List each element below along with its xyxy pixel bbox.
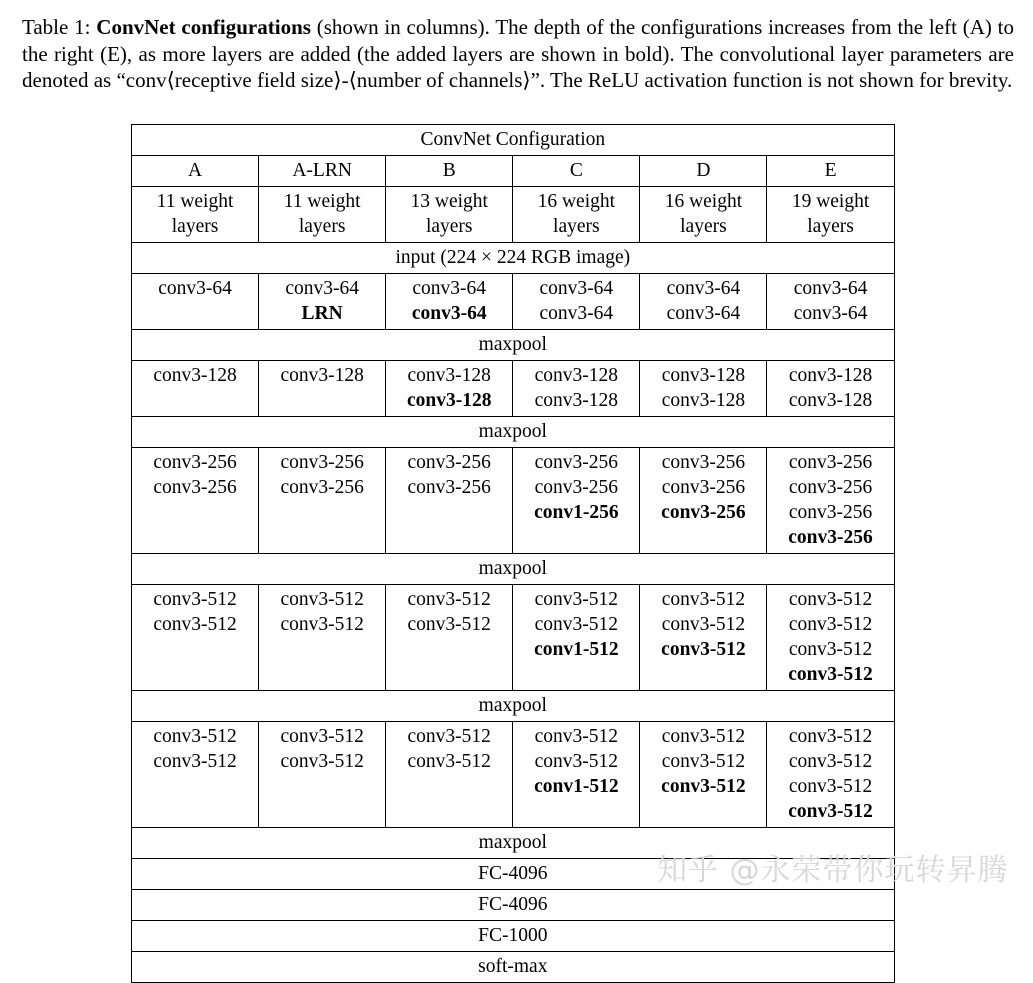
conv-block-256-cell-a-lrn bbox=[259, 448, 386, 554]
column-header-a: A bbox=[132, 156, 259, 187]
conv-block-512-a-cell-e bbox=[767, 585, 894, 691]
conv-block-256-cell-c-layer-3: conv1-256 bbox=[534, 502, 619, 523]
conv-block-256-cell-d-layer-2: conv3-256 bbox=[661, 477, 746, 498]
table-row-maxpool-5 bbox=[132, 828, 895, 859]
conv-block-64-cell-a bbox=[132, 274, 259, 330]
column-header-c: C bbox=[513, 156, 640, 187]
conv-block-64-cell-c-layer-1: conv3-64 bbox=[539, 278, 614, 299]
maxpool-label-2: maxpool bbox=[132, 417, 895, 448]
table-row-footer-2 bbox=[132, 890, 895, 921]
conv-block-512-a-cell-d bbox=[640, 585, 767, 691]
conv-block-64-cell-d bbox=[640, 274, 767, 330]
table-row-footer-1 bbox=[132, 859, 895, 890]
conv-block-512-b-cell-a-layer-2: conv3-512 bbox=[153, 751, 237, 772]
column-header-a-lrn: A-LRN bbox=[259, 156, 386, 187]
footer-label-fc-1000: FC-1000 bbox=[132, 921, 895, 952]
conv-block-512-b-cell-e-layer-1: conv3-512 bbox=[788, 726, 873, 747]
depth-c-line1: 16 weight bbox=[537, 191, 616, 212]
conv-block-512-a-cell-d-layer-1: conv3-512 bbox=[661, 589, 746, 610]
conv-block-512-b-cell-d bbox=[640, 722, 767, 828]
conv-block-512-a-cell-a-lrn-layer-1: conv3-512 bbox=[280, 589, 364, 610]
conv-block-64-cell-e-layer-1: conv3-64 bbox=[793, 278, 868, 299]
conv-block-64-cell-e bbox=[767, 274, 894, 330]
conv-block-512-b-cell-e bbox=[767, 722, 894, 828]
conv-block-512-b-cell-a-lrn-layer-1: conv3-512 bbox=[280, 726, 364, 747]
conv-block-512-a-cell-d-layer-3: conv3-512 bbox=[661, 639, 746, 660]
depth-b-line2: layers bbox=[425, 216, 473, 237]
depth-a-line1: 11 weight bbox=[156, 191, 234, 212]
conv-block-64-cell-a-lrn-layer-2: LRN bbox=[301, 303, 343, 324]
conv-block-512-b-cell-e-layer-3: conv3-512 bbox=[788, 776, 873, 797]
depth-a bbox=[132, 187, 259, 243]
conv-block-128-cell-d-layer-2: conv3-128 bbox=[661, 390, 746, 411]
table-row-maxpool-1 bbox=[132, 330, 895, 361]
conv-block-512-b-cell-c-layer-1: conv3-512 bbox=[534, 726, 619, 747]
depth-c-line2: layers bbox=[553, 216, 600, 237]
conv-block-128-cell-d-layer-1: conv3-128 bbox=[661, 365, 746, 386]
conv-block-256-cell-b-layer-2: conv3-256 bbox=[407, 477, 491, 498]
watermark: 知乎 @永荣带你玩转昇腾 bbox=[657, 853, 1009, 888]
table-row-conv-block-128 bbox=[132, 361, 895, 417]
conv-block-64-cell-d-layer-1: conv3-64 bbox=[666, 278, 741, 299]
conv-block-512-a-cell-e-layer-3: conv3-512 bbox=[788, 639, 873, 660]
conv-block-256-cell-a-lrn-layer-2: conv3-256 bbox=[280, 477, 364, 498]
table-row-conv-block-512-a bbox=[132, 585, 895, 691]
conv-block-64-cell-c-layer-2: conv3-64 bbox=[539, 303, 614, 324]
conv-block-512-a-cell-c bbox=[513, 585, 640, 691]
conv-block-512-b-cell-c-layer-3: conv1-512 bbox=[534, 776, 619, 797]
footer-label-soft-max: soft-max bbox=[132, 952, 895, 983]
conv-block-256-cell-e-layer-1: conv3-256 bbox=[788, 452, 873, 473]
table-title: ConvNet Configuration bbox=[132, 125, 895, 156]
conv-block-128-cell-c bbox=[513, 361, 640, 417]
conv-block-512-b-cell-a bbox=[132, 722, 259, 828]
conv-block-64-cell-b-layer-1: conv3-64 bbox=[412, 278, 487, 299]
conv-block-256-cell-d bbox=[640, 448, 767, 554]
conv-block-512-a-cell-d-layer-2: conv3-512 bbox=[661, 614, 746, 635]
depth-a-line2: layers bbox=[171, 216, 219, 237]
conv-block-512-b-cell-b-layer-2: conv3-512 bbox=[407, 751, 491, 772]
table-title-row bbox=[132, 125, 895, 156]
table-caption bbox=[22, 14, 1014, 94]
conv-block-512-b-cell-d-layer-1: conv3-512 bbox=[661, 726, 746, 747]
depth-c bbox=[513, 187, 640, 243]
table-row-maxpool-4 bbox=[132, 691, 895, 722]
maxpool-label-1: maxpool bbox=[132, 330, 895, 361]
conv-block-64-cell-b-layer-2: conv3-64 bbox=[411, 303, 487, 324]
conv-block-64-cell-a-lrn-layer-1: conv3-64 bbox=[285, 278, 359, 299]
depth-d-line1: 16 weight bbox=[664, 191, 743, 212]
conv-block-128-cell-b-layer-1: conv3-128 bbox=[407, 365, 491, 386]
conv-block-512-b-cell-a-layer-1: conv3-512 bbox=[153, 726, 237, 747]
conv-block-256-cell-b-layer-1: conv3-256 bbox=[407, 452, 491, 473]
conv-block-128-cell-a-layer-1: conv3-128 bbox=[153, 365, 237, 386]
table-row-maxpool-2 bbox=[132, 417, 895, 448]
conv-block-64-cell-a-lrn bbox=[259, 274, 386, 330]
maxpool-label-3: maxpool bbox=[132, 554, 895, 585]
footer-label-fc-4096: FC-4096 bbox=[132, 890, 895, 921]
conv-block-256-cell-c bbox=[513, 448, 640, 554]
conv-block-64-cell-e-layer-2: conv3-64 bbox=[793, 303, 868, 324]
conv-block-128-cell-b-layer-2: conv3-128 bbox=[406, 390, 492, 411]
conv-block-128-cell-a-lrn bbox=[259, 361, 386, 417]
conv-block-256-cell-a-layer-1: conv3-256 bbox=[153, 452, 237, 473]
table-header-row-depth bbox=[132, 187, 895, 243]
depth-e-line1: 19 weight bbox=[791, 191, 870, 212]
conv-block-512-b-cell-b bbox=[386, 722, 513, 828]
table-row-footer-3 bbox=[132, 921, 895, 952]
conv-block-512-b-cell-d-layer-3: conv3-512 bbox=[661, 776, 746, 797]
conv-block-256-cell-e-layer-4: conv3-256 bbox=[788, 527, 873, 548]
conv-block-512-b-cell-a-lrn bbox=[259, 722, 386, 828]
depth-d-line2: layers bbox=[680, 216, 727, 237]
conv-block-256-cell-b bbox=[386, 448, 513, 554]
depth-e-line2: layers bbox=[807, 216, 854, 237]
table-header-row-letters bbox=[132, 156, 895, 187]
conv-block-512-a-cell-a-lrn-layer-2: conv3-512 bbox=[280, 614, 364, 635]
conv-block-256-cell-c-layer-2: conv3-256 bbox=[534, 477, 619, 498]
footer-label-fc-4096: FC-4096 bbox=[132, 859, 895, 890]
conv-block-256-cell-d-layer-1: conv3-256 bbox=[661, 452, 746, 473]
convnet-configuration-table bbox=[131, 124, 894, 983]
conv-block-512-a-cell-a-layer-1: conv3-512 bbox=[153, 589, 237, 610]
conv-block-256-cell-d-layer-3: conv3-256 bbox=[661, 502, 746, 523]
conv-block-512-b-cell-c-layer-2: conv3-512 bbox=[534, 751, 619, 772]
maxpool-label-4: maxpool bbox=[132, 691, 895, 722]
conv-block-256-cell-a bbox=[132, 448, 259, 554]
conv-block-512-a-cell-a-layer-2: conv3-512 bbox=[153, 614, 237, 635]
table-row-conv-block-256 bbox=[132, 448, 895, 554]
caption-label: Table 1: bbox=[22, 15, 91, 39]
column-header-e: E bbox=[767, 156, 894, 187]
conv-block-128-cell-c-layer-1: conv3-128 bbox=[534, 365, 619, 386]
depth-e bbox=[767, 187, 894, 243]
conv-block-256-cell-e bbox=[767, 448, 894, 554]
conv-block-512-a-cell-e-layer-2: conv3-512 bbox=[788, 614, 873, 635]
conv-block-512-a-cell-a bbox=[132, 585, 259, 691]
conv-block-512-a-cell-c-layer-1: conv3-512 bbox=[534, 589, 619, 610]
conv-block-256-cell-a-lrn-layer-1: conv3-256 bbox=[280, 452, 364, 473]
conv-block-512-b-cell-a-lrn-layer-2: conv3-512 bbox=[280, 751, 364, 772]
conv-block-512-a-cell-b-layer-1: conv3-512 bbox=[407, 589, 491, 610]
conv-block-128-cell-b bbox=[386, 361, 513, 417]
conv-block-128-cell-a bbox=[132, 361, 259, 417]
column-header-d: D bbox=[640, 156, 767, 187]
conv-block-256-cell-e-layer-3: conv3-256 bbox=[788, 502, 873, 523]
conv-block-256-cell-c-layer-1: conv3-256 bbox=[534, 452, 619, 473]
conv-block-512-b-cell-d-layer-2: conv3-512 bbox=[661, 751, 746, 772]
depth-a-lrn bbox=[259, 187, 386, 243]
conv-block-512-b-cell-e-layer-2: conv3-512 bbox=[788, 751, 873, 772]
depth-a-lrn-line1: 11 weight bbox=[283, 191, 361, 212]
conv-block-512-b-cell-c bbox=[513, 722, 640, 828]
caption-bold-title: ConvNet configurations bbox=[96, 15, 311, 39]
input-row-label: input (224 × 224 RGB image) bbox=[132, 243, 895, 274]
conv-block-64-cell-b bbox=[386, 274, 513, 330]
conv-block-128-cell-e bbox=[767, 361, 894, 417]
conv-block-256-cell-a-layer-2: conv3-256 bbox=[153, 477, 237, 498]
table-row-conv-block-512-b bbox=[132, 722, 895, 828]
conv-block-128-cell-e-layer-2: conv3-128 bbox=[788, 390, 873, 411]
conv-block-64-cell-c bbox=[513, 274, 640, 330]
depth-a-lrn-line2: layers bbox=[298, 216, 346, 237]
conv-block-512-a-cell-e-layer-1: conv3-512 bbox=[788, 589, 873, 610]
conv-block-128-cell-e-layer-1: conv3-128 bbox=[788, 365, 873, 386]
column-header-b: B bbox=[386, 156, 513, 187]
conv-block-64-cell-d-layer-2: conv3-64 bbox=[666, 303, 741, 324]
conv-block-256-cell-e-layer-2: conv3-256 bbox=[788, 477, 873, 498]
maxpool-label-5: maxpool bbox=[132, 828, 895, 859]
conv-block-512-b-cell-b-layer-1: conv3-512 bbox=[407, 726, 491, 747]
depth-b bbox=[386, 187, 513, 243]
conv-block-512-a-cell-c-layer-2: conv3-512 bbox=[534, 614, 619, 635]
table-input-row bbox=[132, 243, 895, 274]
depth-b-line1: 13 weight bbox=[410, 191, 488, 212]
conv-block-512-a-cell-e-layer-4: conv3-512 bbox=[788, 664, 873, 685]
conv-block-128-cell-c-layer-2: conv3-128 bbox=[534, 390, 619, 411]
conv-block-128-cell-d bbox=[640, 361, 767, 417]
conv-block-512-b-cell-e-layer-4: conv3-512 bbox=[788, 801, 873, 822]
conv-block-512-a-cell-a-lrn bbox=[259, 585, 386, 691]
depth-d bbox=[640, 187, 767, 243]
caption-body: (shown in columns). The depth of the configurations increases from the left (A) to the right (E), as more layers are added (the added layers are shown in bold). The convolutional layer parameters are denoted as “conv⟨receptive field size⟩-⟨number of channels⟩”. The ReLU activation function is not shown for brevity. bbox=[22, 15, 1015, 92]
conv-block-512-a-cell-b bbox=[386, 585, 513, 691]
table-row-maxpool-3 bbox=[132, 554, 895, 585]
conv-block-64-cell-a-layer-1: conv3-64 bbox=[158, 278, 232, 299]
conv-block-512-a-cell-c-layer-3: conv1-512 bbox=[534, 639, 619, 660]
table-row-conv-block-64 bbox=[132, 274, 895, 330]
conv-block-128-cell-a-lrn-layer-1: conv3-128 bbox=[280, 365, 364, 386]
conv-block-512-a-cell-b-layer-2: conv3-512 bbox=[407, 614, 491, 635]
table-row-footer-4 bbox=[132, 952, 895, 983]
